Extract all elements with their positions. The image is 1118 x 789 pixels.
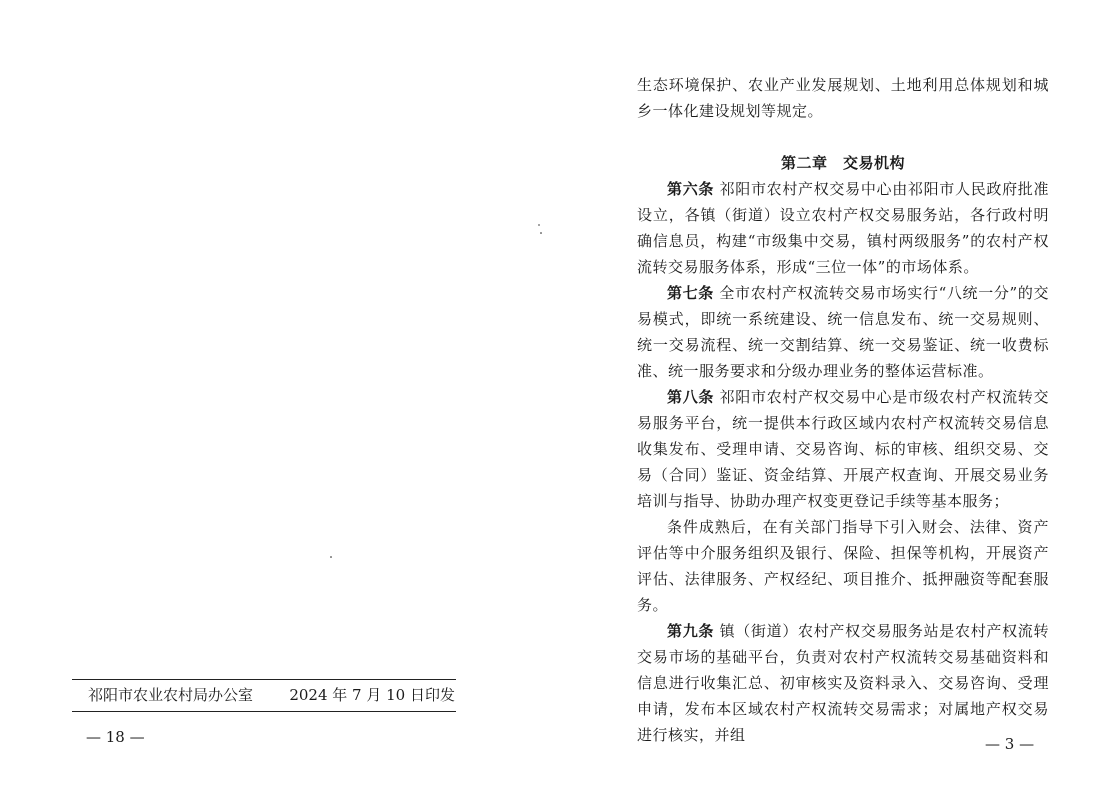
article-text: 全市农村产权流转交易市场实行“八统一分”的交易模式，即统一系统建设、统一信息发布、统一交易规则、统一交易流程、统一交割结算、统一交易鉴证、统一收费标准、统一服务要求和分级办理业务的整体运营标准。 bbox=[637, 284, 1049, 380]
body-paragraph: 条件成熟后，在有关部门指导下引入财会、法律、资产评估等中介服务组织及银行、保险、担保等机构，开展资产评估、法律服务、产权经纪、项目推介、抵押融资等配套服务。 bbox=[637, 518, 1049, 614]
page-number-right: — 3 — bbox=[985, 735, 1035, 753]
article-text: 镇（街道）农村产权交易服务站是农村产权流转交易市场的基础平台，负责对农村产权流转交易基础资料和信息进行收集汇总、初审核实及资料录入、交易咨询、受理申请，发布本区域农村产权流转交易需求；对属地产权交易进行核实，并组 bbox=[637, 622, 1049, 744]
footer-bottom-rule bbox=[72, 711, 456, 712]
body-text bbox=[637, 72, 1049, 748]
article-label: 第九条 bbox=[667, 622, 715, 640]
issuing-office: 祁阳市农业农村局办公室 bbox=[88, 686, 254, 704]
article-label: 第七条 bbox=[667, 284, 714, 302]
continuation-paragraph: 生态环境保护、农业产业发展规划、土地利用总体规划和城乡一体化建设规划等规定。 bbox=[637, 76, 1049, 120]
chapter-heading: 第二章 交易机构 bbox=[780, 154, 905, 172]
article-7 bbox=[637, 280, 1049, 384]
page-number-left: — 18 — bbox=[86, 728, 145, 746]
scan-speck bbox=[538, 224, 540, 226]
article-text: 祁阳市农村产权交易中心是市级农村产权流转交易服务平台，统一提供本行政区域内农村产权流转交易信息收集发布、受理申请、交易咨询、标的审核、组织交易、交易（合同）鉴证、资金结算、开展产权查询、开展交易业务培训与指导、协助办理产权变更登记手续等基本服务； bbox=[637, 388, 1049, 510]
scan-speck bbox=[330, 556, 332, 558]
footer-top-rule bbox=[72, 679, 456, 680]
issue-date: 2024 年 7 月 10 日印发 bbox=[289, 686, 455, 704]
article-label: 第六条 bbox=[667, 180, 715, 198]
article-8 bbox=[637, 384, 1049, 514]
scan-speck bbox=[540, 232, 542, 234]
article-9 bbox=[637, 618, 1049, 748]
article-6 bbox=[637, 176, 1049, 280]
article-text: 祁阳市农村产权交易中心由祁阳市人民政府批准设立，各镇（街道）设立农村产权交易服务站，各行政村明确信息员，构建“市级集中交易，镇村两级服务”的农村产权流转交易服务体系，形成“三位一体”的市场体系。 bbox=[637, 180, 1049, 276]
article-label: 第八条 bbox=[667, 388, 715, 406]
